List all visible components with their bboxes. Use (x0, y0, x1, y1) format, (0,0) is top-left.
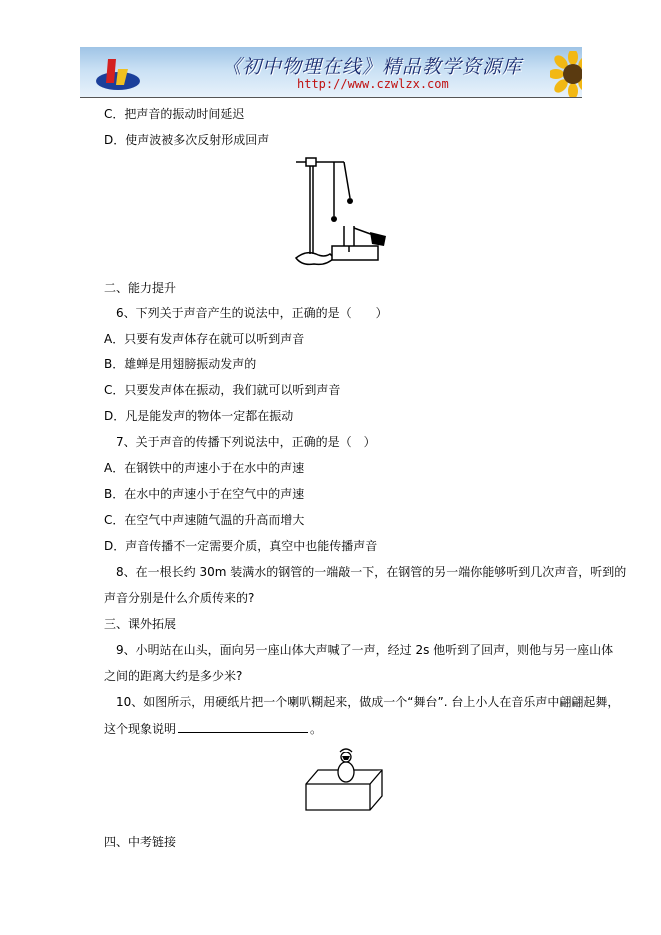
banner-title: 《初中物理在线》精品教学资源库 (222, 56, 523, 78)
site-logo-icon (94, 53, 142, 93)
q7-option-a: A．在钢铁中的声速小于在水中的声速 (104, 461, 305, 475)
banner-url[interactable]: http://www.czwlzx.com (297, 77, 449, 91)
question-9-line-2: 之间的距离大约是多少米? (104, 669, 243, 683)
question-8-line-1: 8、在一根长约 30m 装满水的钢管的一端敲一下，在钢管的另一端你能够听到几次声音，听到的 (116, 565, 627, 579)
header-banner (80, 47, 582, 97)
section-3-heading: 三、课外拓展 (104, 617, 177, 631)
q7-option-b: B．在水中的声速小于在空气中的声速 (104, 487, 305, 501)
q10-suffix: 。 (310, 722, 323, 736)
q7-option-d: D．声音传播不一定需要介质，真空中也能传播声音 (104, 539, 378, 553)
q6-option-b: B．雄蝉是用翅膀振动发声的 (104, 357, 257, 371)
question-10-line-1: 10、如图所示，用硬纸片把一个喇叭糊起来，做成一个“舞台”. 台上小人在音乐声中翩翩起舞， (116, 695, 620, 709)
q6-option-d: D．凡是能发声的物体一定都在振动 (104, 409, 294, 423)
question-9-line-1: 9、小明站在山头，面向另一座山体大声喊了一声，经过 2s 他听到了回声，则他与另一座山体 (116, 643, 614, 657)
q6-option-c: C．只要发声体在振动，我们就可以听到声音 (104, 383, 341, 397)
option-d-prev: D．使声波被多次反射形成回声 (104, 133, 270, 147)
question-6: 6、下列关于声音产生的说法中，正确的是（ ） (116, 306, 388, 320)
question-8-line-2: 声音分别是什么介质传来的? (104, 591, 255, 605)
section-2-heading: 二、能力提升 (104, 281, 177, 295)
paper-stage-figure (302, 744, 386, 814)
header-divider (80, 97, 582, 98)
sunflower-icon (550, 51, 582, 97)
question-10-line-2 (104, 721, 322, 736)
q10-prefix: 这个现象说明 (104, 722, 177, 736)
q7-option-c: C．在空气中声速随气温的升高而增大 (104, 513, 305, 527)
option-c-prev: C．把声音的振动时间延迟 (104, 107, 245, 121)
q6-option-a: A．只要有发声体存在就可以听到声音 (104, 332, 305, 346)
tuning-fork-pendulum-figure (286, 154, 400, 274)
question-7: 7、关于声音的传播下列说法中，正确的是（ ） (116, 435, 376, 449)
section-4-heading: 四、中考链接 (104, 835, 177, 849)
q10-answer-blank[interactable] (178, 721, 308, 733)
